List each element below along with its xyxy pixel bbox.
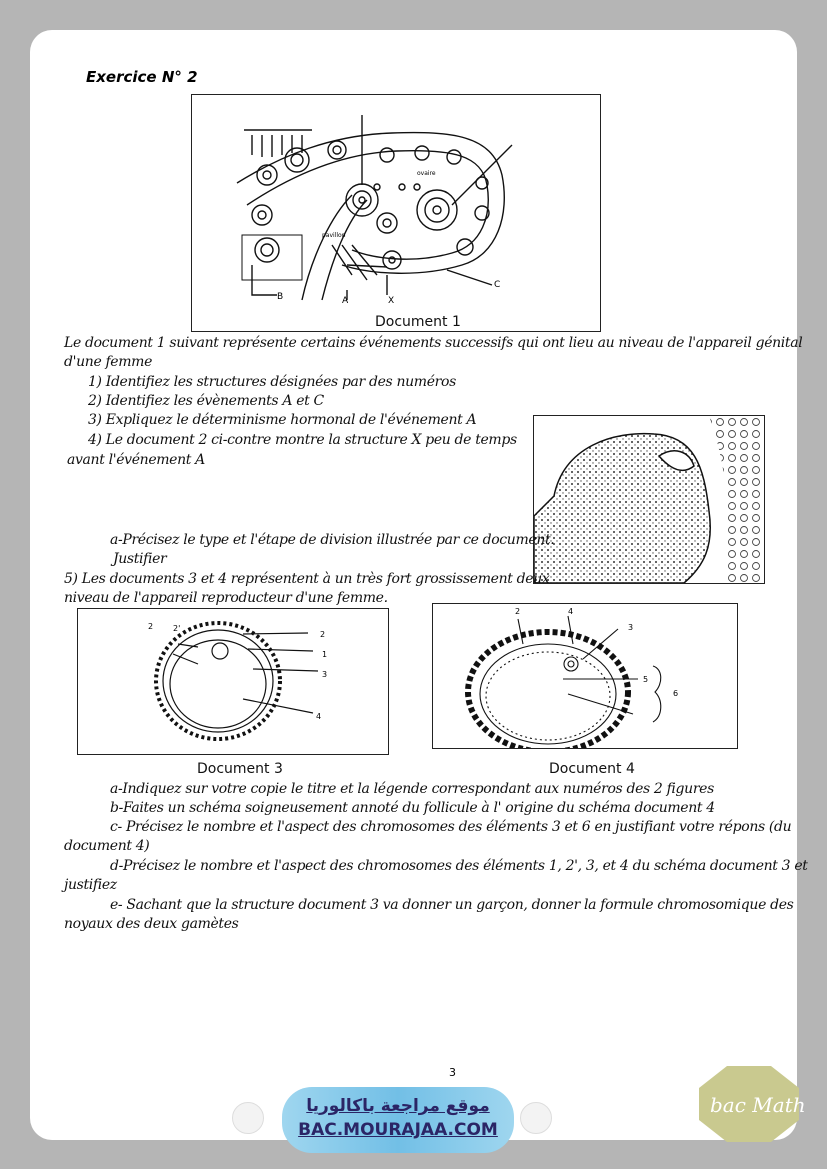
subquestion-e-continued: noyaux des deux gamètes	[64, 916, 239, 932]
question-4a: a-Précisez le type et l'étape de division illustrée par ce document.	[110, 532, 555, 548]
website-banner-link[interactable]	[282, 1087, 514, 1153]
document-3-caption: Document 3	[197, 761, 283, 777]
subquestion-a: a-Indiquez sur votre copie le titre et la légende correspondant aux numéros des 2 figures	[110, 781, 714, 797]
question-4-continued: avant l'événement A	[67, 452, 205, 468]
question-3: 3) Expliquez le déterminisme hormonal de l'événement A	[88, 412, 477, 428]
label-x: X	[388, 296, 395, 306]
doc4-label-4: 4	[568, 607, 574, 616]
subquestion-d: d-Précisez le nombre et l'aspect des chromosomes des éléments 1, 2', 3, et 4 du schéma document 3 et	[110, 858, 808, 874]
bac-math-logo-text: bac Math	[710, 1093, 806, 1117]
doc4-label-6: 6	[673, 689, 679, 698]
document-1-caption: Document 1	[375, 314, 461, 330]
question-4: 4) Le document 2 ci-contre montre la structure X peu de temps	[88, 432, 517, 448]
site-logo-left	[232, 1102, 264, 1134]
question-2: 2) Identifiez les évènements A et C	[88, 393, 324, 409]
subquestion-c: c- Précisez le nombre et l'aspect des chromosomes des éléments 3 et 6 en justifiant votre répons (du	[110, 819, 792, 835]
intro-line-1: Le document 1 suivant représente certains événements successifs qui ont lieu au niveau de l'appareil génital	[64, 335, 803, 351]
doc4-label-2: 2	[515, 607, 521, 616]
oocyte-division-diagram	[534, 416, 764, 583]
document-2-figure	[533, 415, 765, 584]
document-3-figure	[77, 608, 389, 755]
document-4-caption: Document 4	[549, 761, 635, 777]
doc4-label-3: 3	[628, 623, 634, 632]
subquestion-e: e- Sachant que la structure document 3 va donner un garçon, donner la formule chromosomique des	[110, 897, 794, 913]
document-4-figure	[432, 603, 738, 749]
question-5-continued: niveau de l'appareil reproducteur d'une femme.	[64, 590, 388, 606]
site-logo-right	[520, 1102, 552, 1134]
label-a: A	[342, 296, 349, 306]
banner-url: BAC.MOURAJAA.COM	[298, 1120, 498, 1140]
question-5: 5) Les documents 3 et 4 représentent à un très fort grossissement deux	[64, 571, 550, 587]
page-number: 3	[449, 1066, 456, 1079]
subquestion-d-continued: justifiez	[64, 877, 117, 893]
doc3-label-4: 4	[316, 712, 322, 721]
subquestion-c-continued: document 4)	[64, 838, 150, 854]
question-1: 1) Identifiez les structures désignées par des numéros	[88, 374, 456, 390]
doc3-label-3: 3	[322, 670, 328, 679]
doc3-label-2-prime: 2'	[173, 624, 181, 633]
doc4-label-5: 5	[643, 675, 649, 684]
label-ovaire: ovaire	[417, 170, 436, 177]
subquestion-b: b-Faites un schéma soigneusement annoté du follicule à l' origine du schéma document 4	[110, 800, 715, 816]
question-4a-justify: Justifier	[113, 551, 167, 567]
oocyte-diagram	[78, 609, 388, 754]
follicle-diagram	[433, 604, 737, 748]
label-pavillon: pavillon	[322, 232, 346, 239]
label-c: C	[494, 280, 501, 290]
banner-arabic-text: موقع مراجعة باكالوريا	[306, 1096, 490, 1116]
ovary-oviduct-diagram	[192, 95, 600, 331]
label-b: B	[277, 292, 284, 302]
doc3-label-2: 2	[148, 622, 154, 631]
document-1-figure	[191, 94, 601, 332]
doc3-label-2b: 2	[320, 630, 326, 639]
intro-line-2: d'une femme	[64, 354, 153, 370]
exercise-title: Exercice N° 2	[86, 68, 198, 86]
doc3-label-1: 1	[322, 650, 328, 659]
